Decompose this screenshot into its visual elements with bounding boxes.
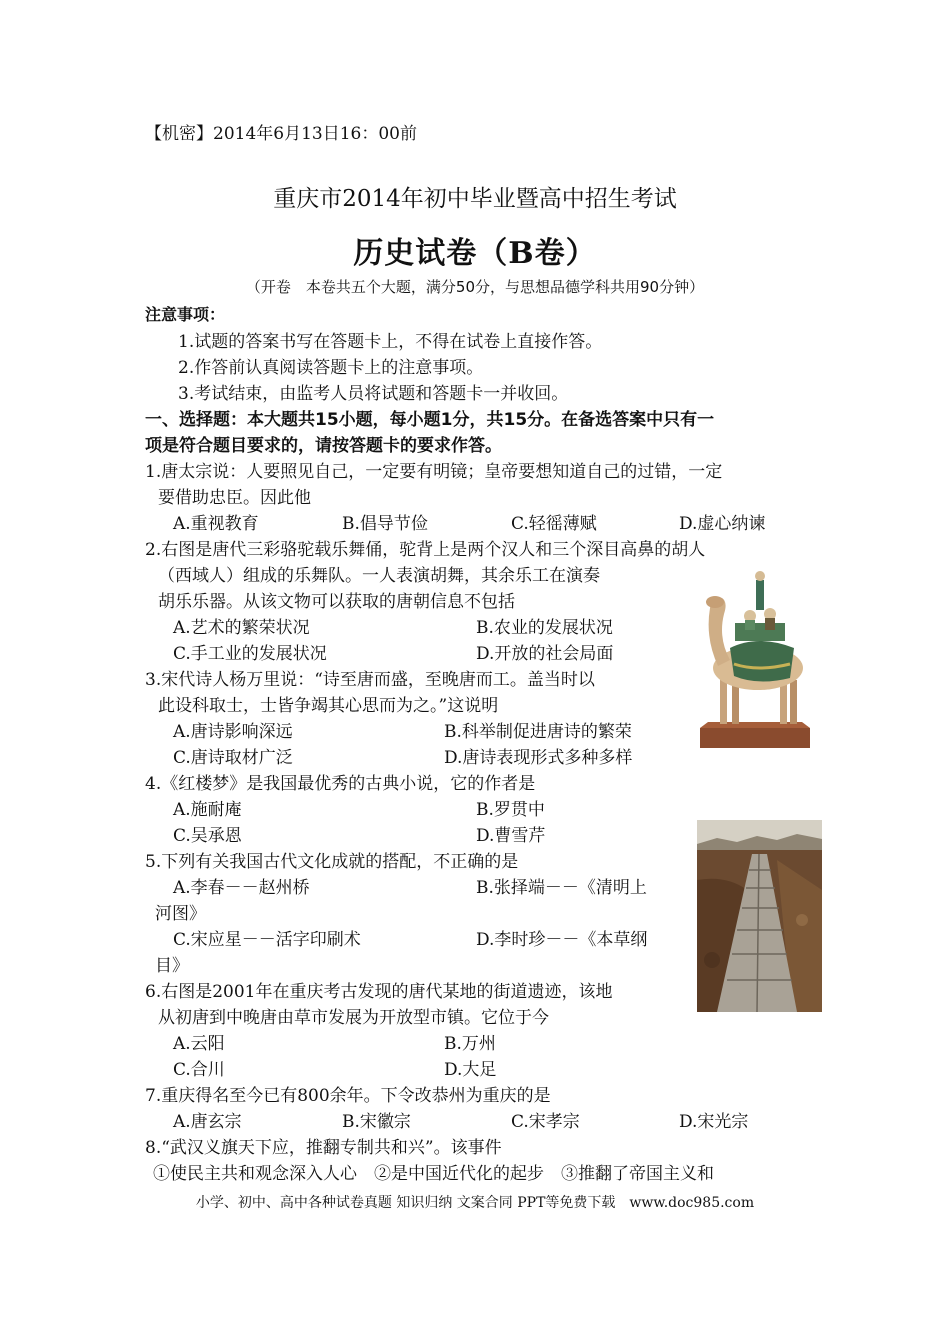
notice-item: 1.试题的答案书写在答题卡上，不得在试卷上直接作答。 (178, 332, 603, 352)
q7-option-c: C.宋孝宗 (511, 1112, 580, 1132)
q5-option-d-continued: 目》 (155, 956, 189, 976)
question-1-line1: 1.唐太宗说：人要照见自己，一定要有明镜；皇帝要想知道自己的过错，一定 (145, 462, 723, 482)
section-heading-line1: 一、选择题：本大题共15小题，每小题1分，共15分。在备选答案中只有一 (145, 410, 715, 430)
q7-option-a: A.唐玄宗 (173, 1112, 242, 1132)
question-2-line2: （西域人）组成的乐舞队。一人表演胡舞，其余乐工在演奏 (158, 566, 600, 586)
q1-option-b: B.倡导节俭 (342, 514, 428, 534)
question-6-line1: 6.右图是2001年在重庆考古发现的唐代某地的街道遗迹，该地 (145, 982, 613, 1002)
exam-subtitle: 历史试卷（B卷） (353, 236, 597, 271)
section-heading-line2: 项是符合题目要求的，请按答题卡的要求作答。 (145, 436, 502, 456)
page-footer: 小学、初中、高中各种试卷真题 知识归纳 文案合同 PPT等免费下载 www.doc985.com (195, 1195, 755, 1211)
question-1-line2: 要借助忠臣。因此他 (158, 488, 311, 508)
q3-option-d: D.唐诗表现形式多种多样 (444, 748, 633, 768)
question-8-line2: ①使民主共和观念深入人心 ②是中国近代化的起步 ③推翻了帝国主义和 (153, 1164, 714, 1184)
exam-title: 重庆市2014年初中毕业暨高中招生考试 (273, 186, 677, 212)
q3-option-c: C.唐诗取材广泛 (173, 748, 293, 768)
question-7-line1: 7.重庆得名至今已有800余年。下令改恭州为重庆的是 (145, 1086, 551, 1106)
q6-option-c: C.合川 (173, 1060, 225, 1080)
q2-option-a: A.艺术的繁荣状况 (173, 618, 310, 638)
q5-option-d: D.李时珍－－《本草纲 (476, 930, 648, 950)
question-8-line1: 8.“武汉义旗天下应，推翻专制共和兴”。该事件 (145, 1138, 502, 1158)
q1-option-d: D.虚心纳谏 (679, 514, 766, 534)
question-4-line1: 4.《红楼梦》是我国最优秀的古典小说，它的作者是 (145, 774, 536, 794)
question-3-line2: 此设科取士，士皆争竭其心思而为之。”这说明 (158, 696, 499, 716)
question-2-line1: 2.右图是唐代三彩骆驼载乐舞俑，驼背上是两个汉人和三个深目高鼻的胡人 (145, 540, 706, 560)
q6-option-b: B.万州 (444, 1034, 496, 1054)
question-2-line3: 胡乐乐器。从该文物可以获取的唐朝信息不包括 (158, 592, 515, 612)
q2-option-d: D.开放的社会局面 (476, 644, 614, 664)
q5-option-b: B.张择端－－《清明上 (476, 878, 647, 898)
q6-option-a: A.云阳 (173, 1034, 225, 1054)
notice-item: 3.考试结束，由监考人员将试题和答题卡一并收回。 (178, 384, 569, 404)
q4-option-d: D.曹雪芹 (476, 826, 546, 846)
tang-sancai-camel-image (690, 568, 815, 763)
q4-option-b: B.罗贯中 (476, 800, 545, 820)
q5-option-a: A.李春－－赵州桥 (173, 878, 310, 898)
q5-option-b-continued: 河图》 (155, 904, 206, 924)
tang-street-ruins-image (697, 820, 822, 1012)
q1-option-a: A.重视教育 (173, 514, 259, 534)
question-3-line1: 3.宋代诗人杨万里说：“诗至唐而盛，至晚唐而工。盖当时以 (145, 670, 595, 690)
question-5-line1: 5.下列有关我国古代文化成就的搭配，不正确的是 (145, 852, 519, 872)
q4-option-a: A.施耐庵 (173, 800, 242, 820)
q7-option-b: B.宋徽宗 (342, 1112, 411, 1132)
q3-option-b: B.科举制促进唐诗的繁荣 (444, 722, 632, 742)
notice-heading: 注意事项： (145, 305, 226, 324)
q2-option-c: C.手工业的发展状况 (173, 644, 327, 664)
q6-option-d: D.大足 (444, 1060, 497, 1080)
q4-option-c: C.吴承恩 (173, 826, 242, 846)
confidential-note: 【机密】2014年6月13日16：00前 (145, 124, 417, 144)
question-6-line2: 从初唐到中晚唐由草市发展为开放型市镇。它位于今 (158, 1008, 549, 1028)
q2-option-b: B.农业的发展状况 (476, 618, 613, 638)
exam-instructions-note: （开卷 本卷共五个大题，满分50分，与思想品德学科共用90分钟） (245, 278, 705, 296)
q1-option-c: C.轻徭薄赋 (511, 514, 597, 534)
notice-item: 2.作答前认真阅读答题卡上的注意事项。 (178, 358, 484, 378)
q7-option-d: D.宋光宗 (679, 1112, 749, 1132)
q3-option-a: A.唐诗影响深远 (173, 722, 293, 742)
q5-option-c: C.宋应星－－活字印刷术 (173, 930, 361, 950)
